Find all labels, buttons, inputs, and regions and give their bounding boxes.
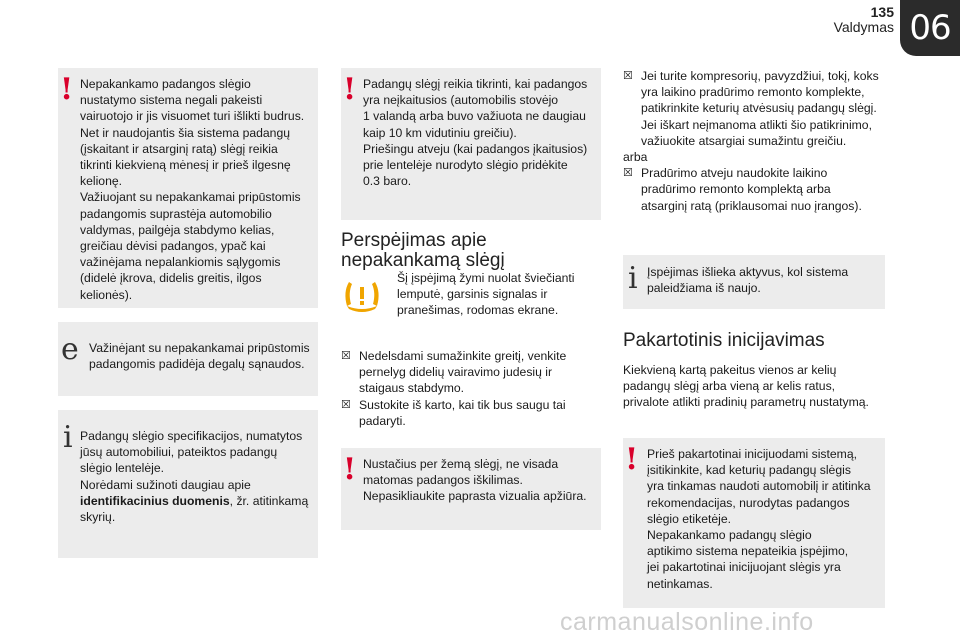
page-number: 135: [870, 4, 894, 20]
info-note-text: Įspėjimas išlieka aktyvus, kol sistema paleidžiama iš naujo.: [647, 265, 849, 296]
section-title: Valdymas: [833, 19, 894, 35]
list-item: ☒ Sustokite iš karto, kai tik bus saugu tai padaryti.: [341, 397, 566, 428]
info-note-box-alert-active: [623, 255, 885, 309]
warning-box-check-cold: [341, 68, 601, 220]
bullet-icon: ☒: [341, 350, 351, 362]
eco-note-box: [58, 322, 318, 396]
warning-box-underinflation: [58, 68, 318, 308]
bold-reference: identifikacinius duomenis: [80, 493, 230, 508]
action-list: [341, 348, 603, 429]
heading-reinitialisation: Pakartotinis inicijavimas: [623, 330, 825, 351]
bullet-icon: ☒: [341, 398, 351, 411]
warning-icon: !: [343, 72, 357, 107]
warning-box-visual-check: [341, 448, 601, 530]
warning-text: Nepakankamo padangos slėgio nustatymo sistema negali pakeisti vairuotojo ir jis visuomet turi išlikti budrus. Net ir naudojantis šia sistema padangų (įskaitant ir atsarginį ratą) slėgį reikia tikrinti kiekvieną mėnesį ir prieš ilgesnę kelionę. Važiuojant su nepakankamai pripūstomis padangomis suprastėja automobilio valdymas, pailgėja stabdymo kelias, greičiau dėvisi padangos, ypač kai važinėjama nepalankiomis sąlygomis (didelė įkrova, didelis greitis, ilgos kelionės).: [80, 77, 305, 302]
bullet-icon: ☒: [623, 70, 633, 82]
watermark: carmanualsonline.info: [560, 608, 814, 636]
reinitialisation-paragraph: Kiekvieną kartą pakeitus vienos ar kelių padangų slėgį arba vieną ar kelis ratus, privalote atlikti pradinių parametrų nustatymą.: [623, 363, 869, 410]
heading-underinflation-alert: Perspėjimas apie nepakankamą slėgį: [341, 230, 505, 271]
lamp-description: Šį įspėjimą žymi nuolat šviečianti lemputė, garsinis signalas ir pranešimas, rodomas ekrane.: [397, 271, 575, 318]
list-item: ☒ Nedelsdami sumažinkite greitį, venkite pernelyg didelių vairavimo judesių ir staigaus stabdymo.: [341, 349, 567, 396]
warning-icon: !: [343, 452, 357, 487]
remedy-list: [623, 68, 887, 214]
warning-text: Padangų slėgį reikia tikrinti, kai padangos yra neįkaitusios (automobilis stovėjo 1 valandą arba buvo važiuota ne daugiau kaip 10 km vidutiniu greičiu). Priešingu atveju (kai padangos įkaitusios) prie lentelėje nurodyto slėgio pridėkite 0.3 baro.: [363, 77, 588, 189]
warning-box-reinit: [623, 438, 885, 608]
warning-icon: !: [625, 442, 639, 477]
warning-text: Nustačius per žemą slėgį, ne visada matomas padangos iškilimas. Nepasikliaukite paprasta vizualia apžiūra.: [363, 457, 587, 504]
list-item: ☒ Jei turite kompresorių, pavyzdžiui, tokį, koks yra laikino pradūrimo remonto komplekte, patikrinkite keturių atvėsusių padangų slėgį. Jei iškart neįmanoma atlikti šio patikrinimo, važiuokite atsargiai sumažintu greičiu.: [623, 69, 879, 148]
bullet-icon: ☒: [623, 167, 633, 180]
info-icon: i: [63, 420, 73, 455]
list-item: ☒ Pradūrimo atveju naudokite laikino pradūrimo remonto komplektą arba atsarginį ratą (priklausomai nuo įrangos).: [623, 166, 862, 213]
or-text: arba: [623, 150, 648, 165]
eco-icon: e: [61, 332, 79, 367]
warning-icon: !: [60, 72, 74, 107]
info-note-box-pressure: [58, 410, 318, 558]
eco-note-text: Važinėjant su nepakankamai pripūstomis padangomis padidėja degalų sąnaudos.: [89, 341, 310, 372]
info-icon: i: [628, 261, 638, 296]
chapter-tab: 06: [900, 0, 960, 56]
tyre-pressure-warning-lamp-icon: [341, 278, 383, 314]
warning-text: Prieš pakartotinai inicijuodami sistemą, įsitikinkite, kad keturių padangų slėgis yra tinkamas naudoti automobilį ir atitinka rekomendacijas, nurodytas padangos slėgio etiketėje. Nepakankamo padangų slėgio aptikimo sistema nepateikia įspėjimo, jei pakartotinai inicijuojant slėgis yra netinkamas.: [647, 447, 871, 591]
info-note-text: Padangų slėgio specifikacijos, numatytos jūsų automobiliui, pateiktos padangų slėgio lentelėje. Norėdami sužinoti daugiau apie identifikacinius duomenis, žr. atitinkamą skyrių.: [80, 429, 309, 525]
